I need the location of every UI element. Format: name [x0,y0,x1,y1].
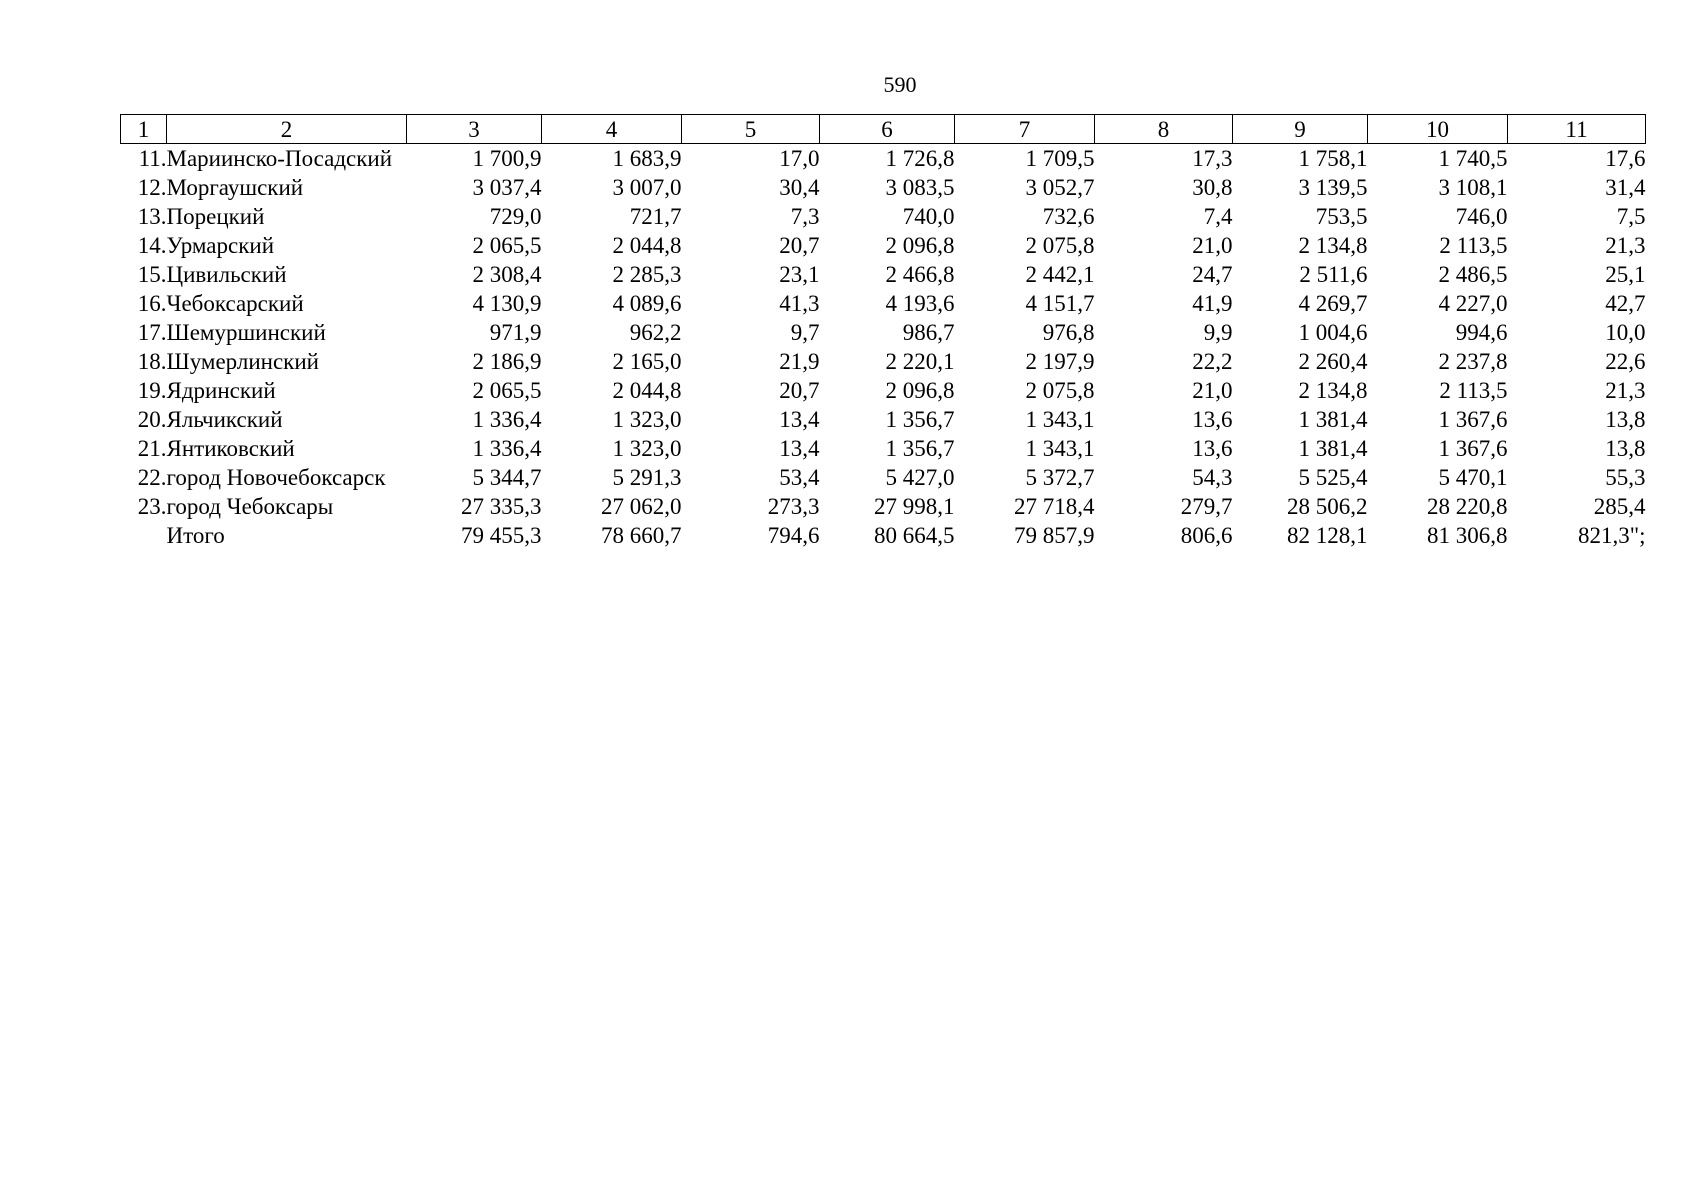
district-name: Моргаушский [166,175,304,200]
value-cell: 729,0 [489,204,542,229]
value-cell: 5 372,7 [1025,465,1095,490]
value-cell: 53,4 [779,465,820,490]
value-cell: 1 700,9 [472,146,542,171]
value-cell: 28 220,8 [1427,494,1508,519]
value-cell: 27 335,3 [461,494,542,519]
table-row [121,144,1646,174]
district-name: Урмарский [166,233,275,258]
value-cell: 7,3 [790,204,820,229]
value-cell: 17,6 [1605,146,1646,171]
value-cell: 1 367,6 [1438,436,1508,461]
value-cell: 753,5 [1315,204,1368,229]
header-cell: 7 [955,115,1095,144]
table-row [121,405,1646,434]
value-cell: 1 367,6 [1438,407,1508,432]
value-cell: 13,8 [1605,436,1646,461]
value-cell: 31,4 [1605,175,1646,200]
value-cell: 4 269,7 [1298,291,1368,316]
value-cell: 285,4 [1593,494,1646,519]
value-cell: 22,6 [1605,349,1646,374]
value-cell: 2 075,8 [1025,378,1095,403]
value-cell: 1 758,1 [1298,146,1368,171]
value-cell: 20,7 [779,233,820,258]
value-cell: 1 709,5 [1025,146,1095,171]
value-cell: 21,3 [1605,378,1646,403]
district-name: Шумерлинский [166,349,319,374]
header-cell: 3 [407,115,542,144]
value-cell: 2 197,9 [1025,349,1095,374]
value-cell: 2 308,4 [472,262,542,287]
value-cell: 2 237,8 [1438,349,1508,374]
value-cell: 54,3 [1192,465,1233,490]
row-number: 22. [137,465,167,490]
header-cell: 6 [820,115,955,144]
value-cell: 2 044,8 [612,233,682,258]
value-cell: 30,8 [1192,175,1233,200]
value-cell: 994,6 [1455,320,1508,345]
value-cell: 42,7 [1605,291,1646,316]
value-cell: 3 139,5 [1298,175,1368,200]
table-header-row [121,115,1646,144]
value-cell: 7,4 [1203,204,1233,229]
table-row [121,347,1646,376]
value-cell: 24,7 [1192,262,1233,287]
value-cell: 1 356,7 [885,436,955,461]
row-number: 20. [137,407,167,432]
value-cell: 20,7 [779,378,820,403]
value-cell: 22,2 [1192,349,1233,374]
row-number: 18. [137,349,167,374]
table-row [121,202,1646,231]
value-cell: 9,7 [790,320,820,345]
district-name: Итого [166,523,225,548]
value-cell: 2 466,8 [885,262,955,287]
value-cell: 13,4 [779,436,820,461]
value-cell: 2 044,8 [612,378,682,403]
value-cell: 2 260,4 [1298,349,1368,374]
value-cell: 1 323,0 [612,407,682,432]
district-name: Яльчикский [166,407,283,432]
value-cell: 25,1 [1605,262,1646,287]
value-cell: 27 998,1 [874,494,955,519]
value-cell: 82 128,1 [1287,523,1368,548]
value-cell: 5 291,3 [612,465,682,490]
row-number: 16. [137,291,167,316]
value-cell: 41,9 [1192,291,1233,316]
value-cell: 2 220,1 [885,349,955,374]
value-cell: 1 683,9 [612,146,682,171]
district-name: Шемуршинский [166,320,326,345]
value-cell: 971,9 [489,320,542,345]
value-cell: 17,3 [1192,146,1233,171]
district-name: Янтиковский [166,436,295,461]
value-cell: 13,6 [1192,436,1233,461]
value-cell: 13,8 [1605,407,1646,432]
row-number: 11. [138,146,167,171]
value-cell: 5 525,4 [1298,465,1368,490]
value-cell: 1 336,4 [472,436,542,461]
header-cell: 2 [167,115,407,144]
value-cell: 962,2 [629,320,682,345]
value-cell: 41,3 [779,291,820,316]
value-cell: 976,8 [1042,320,1095,345]
value-cell: 1 004,6 [1298,320,1368,345]
value-cell: 1 381,4 [1298,407,1368,432]
total-row [121,521,1646,550]
value-cell: 1 356,7 [885,407,955,432]
value-cell: 2 165,0 [612,349,682,374]
value-cell: 27 062,0 [601,494,682,519]
value-cell: 2 442,1 [1025,262,1095,287]
value-cell: 4 227,0 [1438,291,1508,316]
value-cell: 2 065,5 [472,233,542,258]
table-row [121,318,1646,347]
value-cell: 13,6 [1192,407,1233,432]
value-cell: 2 186,9 [472,349,542,374]
table-row [121,289,1646,318]
district-name: город Чебоксары [166,494,334,519]
data-table [120,114,1646,550]
value-cell: 4 193,6 [885,291,955,316]
value-cell: 21,0 [1192,378,1233,403]
table-row [121,173,1646,202]
value-cell: 986,7 [902,320,955,345]
value-cell: 21,0 [1192,233,1233,258]
row-number: 19. [137,378,167,403]
value-cell: 3 037,4 [472,175,542,200]
value-cell: 28 506,2 [1287,494,1368,519]
value-cell: 79 857,9 [1014,523,1095,548]
value-cell: 4 130,9 [472,291,542,316]
value-cell: 30,4 [779,175,820,200]
district-name: Чебоксарский [166,291,304,316]
value-cell: 5 470,1 [1438,465,1508,490]
value-cell: 2 096,8 [885,233,955,258]
value-cell: 2 113,5 [1439,233,1508,258]
value-cell: 732,6 [1042,204,1095,229]
row-number: 13. [137,204,167,229]
value-cell: 2 096,8 [885,378,955,403]
row-number: 21. [137,436,167,461]
value-cell: 2 486,5 [1438,262,1508,287]
header-cell: 5 [682,115,820,144]
value-cell: 3 108,1 [1438,175,1508,200]
value-cell: 273,3 [767,494,820,519]
value-cell: 721,7 [629,204,682,229]
value-cell: 746,0 [1455,204,1508,229]
header-cell: 4 [542,115,682,144]
value-cell: 3 007,0 [612,175,682,200]
value-cell: 1 740,5 [1438,146,1508,171]
value-cell: 55,3 [1605,465,1646,490]
value-cell: 4 151,7 [1025,291,1095,316]
table-row [121,492,1646,521]
value-cell: 78 660,7 [601,523,682,548]
value-cell: 4 089,6 [612,291,682,316]
row-number: 12. [137,175,167,200]
row-number: 17. [137,320,167,345]
row-number: 23. [137,494,167,519]
value-cell: 2 134,8 [1298,378,1368,403]
row-number [121,521,167,550]
value-cell: 3 052,7 [1025,175,1095,200]
value-cell: 2 511,6 [1299,262,1368,287]
value-cell: 1 726,8 [885,146,955,171]
table-row [121,260,1646,289]
value-cell: 21,3 [1605,233,1646,258]
value-cell: 13,4 [779,407,820,432]
value-cell: 794,6 [767,523,820,548]
value-cell: 1 381,4 [1298,436,1368,461]
value-cell: 7,5 [1616,204,1646,229]
table-row [121,231,1646,260]
value-cell: 2 285,3 [612,262,682,287]
value-cell: 21,9 [779,349,820,374]
value-cell: 2 075,8 [1025,233,1095,258]
district-name: Ядринский [166,378,276,403]
row-number: 14. [137,233,167,258]
value-cell: 10,0 [1605,320,1646,345]
value-cell: 740,0 [902,204,955,229]
header-cell: 8 [1095,115,1233,144]
value-cell: 17,0 [779,146,820,171]
value-cell: 27 718,4 [1014,494,1095,519]
header-cell: 11 [1508,115,1646,144]
value-cell: 279,7 [1180,494,1233,519]
value-cell: 2 065,5 [472,378,542,403]
value-cell: 1 343,1 [1025,407,1095,432]
value-cell: 5 344,7 [472,465,542,490]
value-cell: 1 336,4 [472,407,542,432]
district-name: Цивильский [166,262,287,287]
row-number: 15. [137,262,167,287]
value-cell: 1 323,0 [612,436,682,461]
value-cell: 2 113,5 [1439,378,1508,403]
district-name: город Новочебоксарск [166,465,386,490]
value-cell: 23,1 [779,262,820,287]
value-cell: 1 343,1 [1025,436,1095,461]
header-cell: 10 [1368,115,1508,144]
value-cell: 5 427,0 [885,465,955,490]
value-cell: 79 455,3 [461,523,542,548]
value-cell: 9,9 [1203,320,1233,345]
table-row [121,434,1646,463]
district-name: Порецкий [166,204,265,229]
table-row [121,376,1646,405]
value-cell: 80 664,5 [874,523,955,548]
page-number: 590 [883,72,917,97]
district-name: Мариинско-Посадский [166,146,393,171]
header-cell: 9 [1233,115,1368,144]
value-cell: 821,3"; [1577,523,1646,548]
header-cell: 1 [121,115,167,144]
value-cell: 2 134,8 [1298,233,1368,258]
value-cell: 806,6 [1180,523,1233,548]
value-cell: 81 306,8 [1427,523,1508,548]
table-row [121,463,1646,492]
value-cell: 3 083,5 [885,175,955,200]
